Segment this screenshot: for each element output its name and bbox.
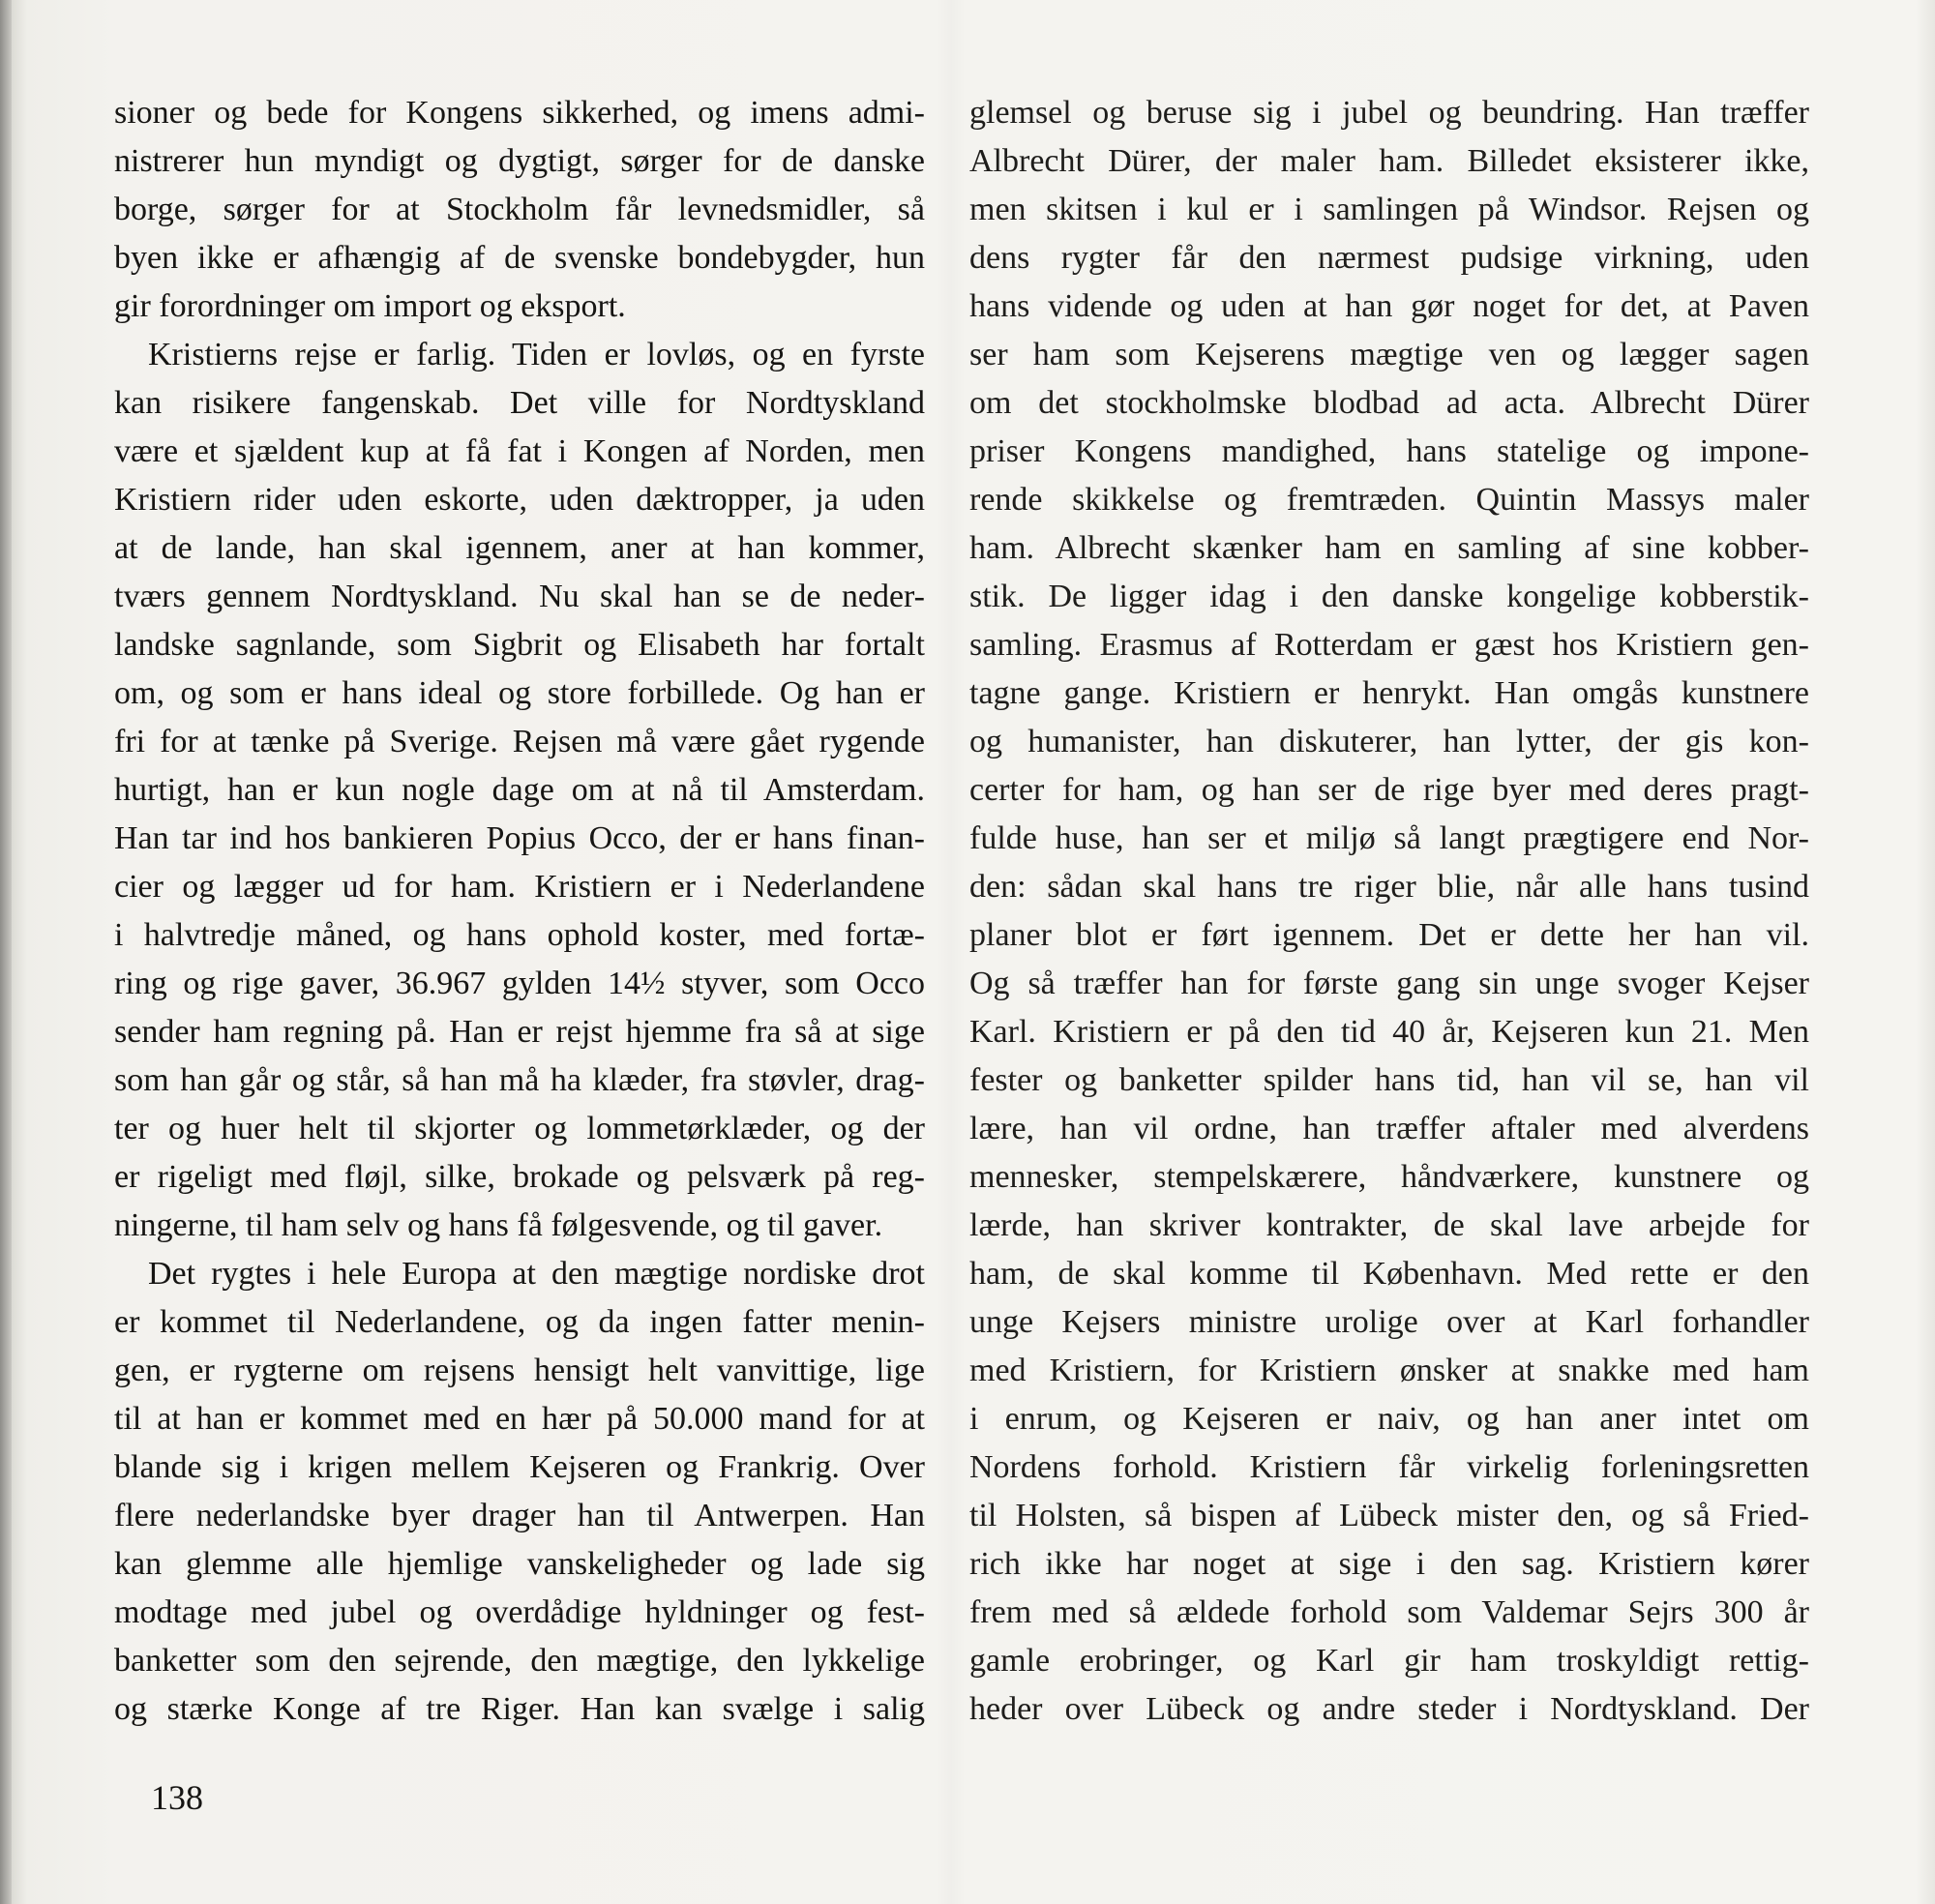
text-line: Albrecht Dürer, der maler ham. Billedet eksisterer ikke, (969, 143, 1809, 179)
text-line: blande sig i krigen mellem Kejseren og Frankrig. Over (114, 1449, 925, 1485)
text-line: Kristierns rejse er farlig. Tiden er lovløs, og en fyrste (148, 337, 925, 372)
text-line: cier og lægger ud for ham. Kristiern er i Nederlandene (114, 869, 925, 905)
text-line: kan glemme alle hjemlige vanskeligheder og lade sig (114, 1546, 925, 1582)
text-line: rich ikke har noget at sige i den sag. Kristiern kører (969, 1546, 1809, 1582)
text-line: certer for ham, og han ser de rige byer med deres pragt- (969, 772, 1809, 808)
text-line: den: sådan skal hans tre riger blie, når alle hans tusind (969, 869, 1809, 905)
text-line: Kristiern rider uden eskorte, uden dæktropper, ja uden (114, 482, 925, 518)
text-line: i enrum, og Kejseren er naiv, og han aner intet om (969, 1401, 1809, 1437)
text-line: Det rygtes i hele Europa at den mægtige nordiske drot (148, 1256, 925, 1292)
left-text-column (114, 89, 925, 1734)
text-line: mennesker, stempelskærere, håndværkere, kunstnere og (969, 1159, 1809, 1195)
text-line: til Holsten, så bispen af Lübeck mister den, og så Fried- (969, 1498, 1809, 1533)
text-line: rende skikkelse og fremtræden. Quintin Massys maler (969, 482, 1809, 518)
text-line: fulde huse, han ser et miljø så langt prægtigere end Nor- (969, 820, 1809, 856)
text-line: og humanister, han diskuterer, han lytter, der gis kon- (969, 724, 1809, 759)
text-line: lære, han vil ordne, han træffer aftaler med alverdens (969, 1111, 1809, 1146)
binding-edge (0, 0, 12, 1904)
text-line: med Kristiern, for Kristiern ønsker at snakke med ham (969, 1353, 1809, 1388)
text-line: Han tar ind hos bankieren Popius Occo, der er hans finan- (114, 820, 925, 856)
text-line: gen, er rygterne om rejsens hensigt helt vanvittige, lige (114, 1353, 925, 1388)
text-line: landske sagnlande, som Sigbrit og Elisabeth har fortalt (114, 627, 925, 663)
text-line: sioner og bede for Kongens sikkerhed, og imens admi- (114, 95, 925, 131)
text-line: ham. Albrecht skænker ham en samling af sine kobber- (969, 530, 1809, 566)
text-line: gamle erobringer, og Karl gir ham troskyldigt rettig- (969, 1643, 1809, 1679)
text-line: samling. Erasmus af Rotterdam er gæst hos Kristiern gen- (969, 627, 1809, 663)
text-line: til at han er kommet med en hær på 50.000 mand for at (114, 1401, 925, 1437)
text-line: ter og huer helt til skjorter og lommetørklæder, og der (114, 1111, 925, 1146)
text-line: borge, sørger for at Stockholm får levnedsmidler, så (114, 192, 925, 227)
text-line: gir forordninger om import og eksport. (114, 288, 626, 324)
text-line: at de lande, han skal igennem, aner at han kommer, (114, 530, 925, 566)
right-text-column (969, 89, 1809, 1734)
text-line: tværs gennem Nordtyskland. Nu skal han se de neder- (114, 579, 925, 614)
text-line: sender ham regning på. Han er rejst hjemme fra så at sige (114, 1014, 925, 1050)
text-line: planer blot er ført igennem. Det er dette her han vil. (969, 917, 1809, 953)
text-line: ham, de skal komme til København. Med rette er den (969, 1256, 1809, 1292)
text-line: heder over Lübeck og andre steder i Nordtyskland. Der (969, 1691, 1809, 1727)
text-line: kan risikere fangenskab. Det ville for Nordtyskland (114, 385, 925, 421)
text-line: som han går og står, så han må ha klæder, fra støvler, drag- (114, 1062, 925, 1098)
text-line: om, og som er hans ideal og store forbillede. Og han er (114, 675, 925, 711)
text-line: ring og rige gaver, 36.967 gylden 14½ styver, som Occo (114, 966, 925, 1001)
text-line: om det stockholmske blodbad ad acta. Albrecht Dürer (969, 385, 1809, 421)
text-line: er kommet til Nederlandene, og da ingen fatter menin- (114, 1304, 925, 1340)
text-line: er rigeligt med fløjl, silke, brokade og pelsværk på reg- (114, 1159, 925, 1195)
text-line: fri for at tænke på Sverige. Rejsen må være gået rygende (114, 724, 925, 759)
text-line: fester og banketter spilder hans tid, han vil se, han vil (969, 1062, 1809, 1098)
text-line: Nordens forhold. Kristiern får virkelig forleningsretten (969, 1449, 1809, 1485)
text-line: Og så træffer han for første gang sin unge svoger Kejser (969, 966, 1809, 1001)
text-line: og stærke Konge af tre Riger. Han kan svælge i salig (114, 1691, 925, 1727)
text-line: ser ham som Kejserens mægtige ven og lægger sagen (969, 337, 1809, 372)
text-line: nistrerer hun myndigt og dygtigt, sørger for de danske (114, 143, 925, 179)
text-line: banketter som den sejrende, den mægtige, den lykkelige (114, 1643, 925, 1679)
text-line: være et sjældent kup at få fat i Kongen af Norden, men (114, 433, 925, 469)
text-line: Karl. Kristiern er på den tid 40 år, Kejseren kun 21. Men (969, 1014, 1809, 1050)
text-line: i halvtredje måned, og hans ophold koster, med fortæ- (114, 917, 925, 953)
text-line: stik. De ligger idag i den danske kongelige kobberstik- (969, 579, 1809, 614)
column-gutter (937, 0, 966, 1904)
text-line: hans vidende og uden at han gør noget for det, at Paven (969, 288, 1809, 324)
text-line: lærde, han skriver kontrakter, de skal lave arbejde for (969, 1207, 1809, 1243)
text-line: modtage med jubel og overdådige hyldninger og fest- (114, 1594, 925, 1630)
text-line: frem med så ældede forhold som Valdemar Sejrs 300 år (969, 1594, 1809, 1630)
text-line: hurtigt, han er kun nogle dage om at nå til Amsterdam. (114, 772, 925, 808)
text-line: men skitsen i kul er i samlingen på Windsor. Rejsen og (969, 192, 1809, 227)
text-line: unge Kejsers ministre urolige over at Karl forhandler (969, 1304, 1809, 1340)
text-line: glemsel og beruse sig i jubel og beundring. Han træffer (969, 95, 1809, 131)
text-line: tagne gange. Kristiern er henrykt. Han omgås kunstnere (969, 675, 1809, 711)
text-line: dens rygter får den nærmest pudsige virkning, uden (969, 240, 1809, 276)
text-line: flere nederlandske byer drager han til Antwerpen. Han (114, 1498, 925, 1533)
page-number: 138 (151, 1778, 203, 1817)
text-line: ningerne, til ham selv og hans få følgesvende, og til gaver. (114, 1207, 883, 1243)
text-line: priser Kongens mandighed, hans statelige og impone- (969, 433, 1809, 469)
text-line: byen ikke er afhængig af de svenske bondebygder, hun (114, 240, 925, 276)
